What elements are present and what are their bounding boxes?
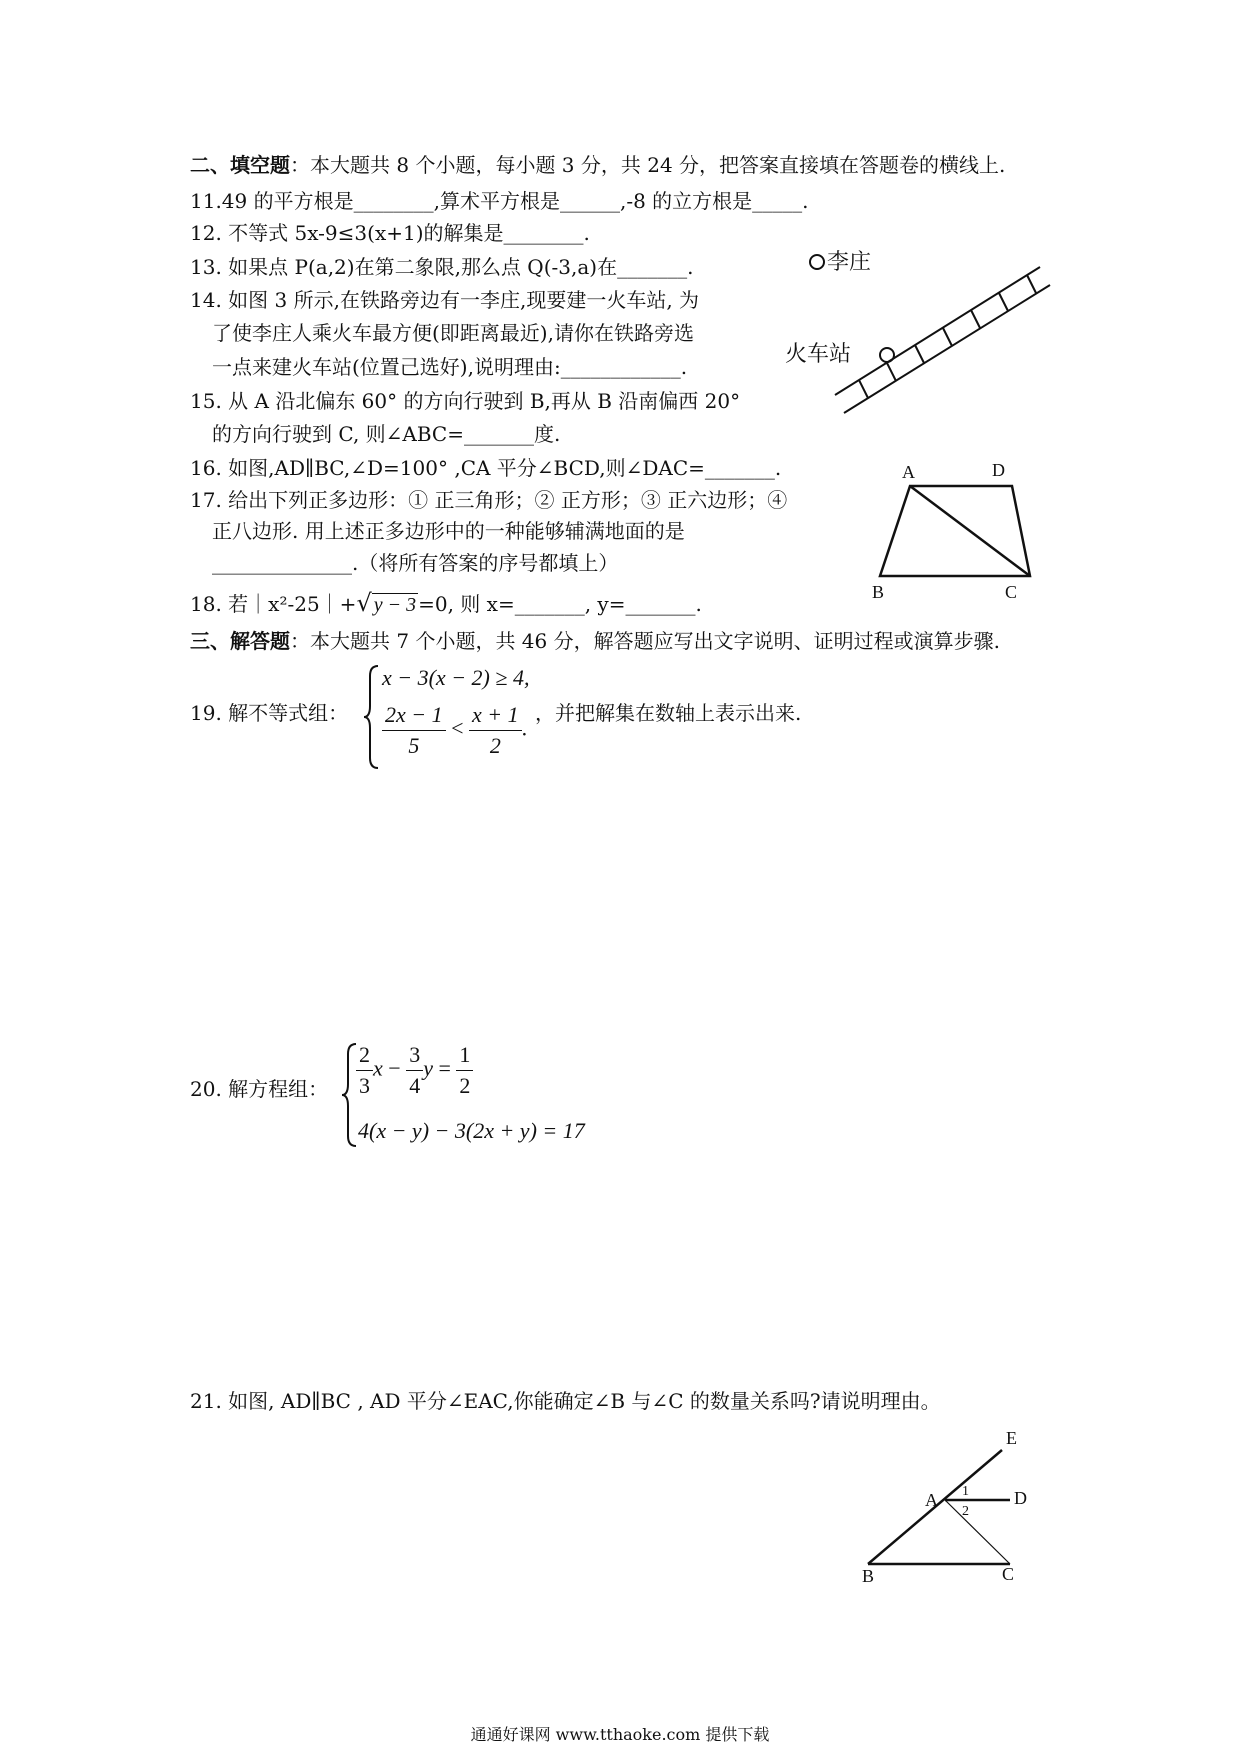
section2-desc: ：本大题共 8 个小题，每小题 3 分，共 24 分，把答案直接填在答题卷的横线上. xyxy=(290,153,1006,177)
trap-label-B: B xyxy=(872,582,885,602)
trap-label-A: A xyxy=(902,462,915,482)
question-14-line1: 14. 如图 3 所示,在铁路旁边有一李庄,现要建一火车站, 为 xyxy=(190,288,700,312)
q18-suffix: =0, 则 x=_______, y=_______. xyxy=(418,592,702,616)
question-11: 11.49 的平方根是________,算术平方根是______,-8 的立方根是_____. xyxy=(190,189,809,213)
question-14-line2: 了使李庄人乘火车最方便(即距离最近),请你在铁路旁选 xyxy=(212,321,694,345)
question-21: 21. 如图, AD∥BC , AD 平分∠EAC,你能确定∠B 与∠C 的数量关系吗?请说明理由。 xyxy=(190,1389,941,1413)
section2-heading xyxy=(190,152,1005,178)
question-16: 16. 如图,AD∥BC,∠D=100° ,CA 平分∠BCD,则∠DAC=_______. xyxy=(190,456,782,480)
question-14-line3: 一点来建火车站(位置己选好),说明理由:____________. xyxy=(212,355,688,379)
question-19-label: 19. 解不等式组： xyxy=(190,701,349,725)
section2-title: 二、填空题 xyxy=(190,153,290,177)
q20-frac-1-2: $\frac{1}{2}$ xyxy=(456,1040,473,1101)
q19-frac2: $\frac{x + 1}{2}$ xyxy=(469,700,522,761)
question-17-line3: ______________.（将所有答案的序号都填上） xyxy=(212,551,619,575)
q19-less-than: < xyxy=(451,715,464,741)
angle-label-2: 2 xyxy=(962,1504,969,1519)
q20-line1: $\frac{2}{3}$ x − $\frac{3}{4}$ y = $\frac{1}{2}$ xyxy=(356,1040,473,1101)
segment-AC xyxy=(945,1500,1010,1564)
diagonal-AC xyxy=(910,486,1030,576)
question-15-line2: 的方向行驶到 C, 则∠ABC=_______度. xyxy=(212,422,561,446)
trap-label-C: C xyxy=(1005,582,1018,602)
question-15-line1: 15. 从 A 沿北偏东 60° 的方向行驶到 B,再从 B 沿南偏西 20° xyxy=(190,389,741,413)
q19-line2: $\frac{2x - 1}{5}$ < $\frac{x + 1}{2}$ . xyxy=(382,700,527,761)
q19-frac1: $\frac{2x - 1}{5}$ xyxy=(382,700,446,761)
village-label: 李庄 xyxy=(827,250,872,275)
question-18 xyxy=(190,590,702,618)
q19-brace xyxy=(362,662,382,772)
question-17-line1: 17. 给出下列正多边形：① 正三角形；② 正方形；③ 正六边形；④ xyxy=(190,488,788,512)
question-17-line2: 正八边形. 用上述正多边形中的一种能够辅满地面的是 xyxy=(212,519,685,543)
trapezoid-ABCD xyxy=(880,486,1030,576)
section3-title: 三、解答题 xyxy=(190,629,290,653)
section3-heading xyxy=(190,628,1000,654)
question-12: 12. 不等式 5x-9≤3(x+1)的解集是________. xyxy=(190,221,590,245)
sqrt-symbol: √ xyxy=(356,589,372,617)
village-marker xyxy=(810,255,824,269)
q20-line2: 4(x − y) − 3(2x + y) = 17 xyxy=(358,1118,585,1143)
rail-line-upper xyxy=(835,267,1040,395)
angle-label-E: E xyxy=(1006,1428,1017,1448)
question-13: 13. 如果点 P(a,2)在第二象限,那么点 Q(-3,a)在_______. xyxy=(190,255,694,279)
q20-frac-3-4: $\frac{3}{4}$ xyxy=(406,1040,423,1101)
trapezoid-figure xyxy=(870,470,1050,590)
angle-label-D: D xyxy=(1014,1488,1027,1508)
station-label: 火车站 xyxy=(785,342,852,367)
question-20-label: 20. 解方程组： xyxy=(190,1077,329,1101)
angle-label-A: A xyxy=(925,1490,938,1510)
rail-line-lower xyxy=(844,285,1050,413)
angle-label-B: B xyxy=(862,1566,875,1586)
question-19-tail: ，并把解集在数轴上表示出来. xyxy=(535,701,802,725)
page-footer: 通通好课网 www.tthaoke.com 提供下载 xyxy=(470,1725,770,1744)
rail-ties xyxy=(859,275,1036,398)
q18-prefix: 18. 若｜x²-25｜+ xyxy=(190,592,357,616)
q18-radicand: y − 3 xyxy=(373,594,417,616)
trap-label-D: D xyxy=(992,460,1005,480)
q20-frac-2-3: $\frac{2}{3}$ xyxy=(356,1040,373,1101)
angle-label-1: 1 xyxy=(962,1484,969,1499)
section3-desc: ：本大题共 7 个小题，共 46 分，解答题应写出文字说明、证明过程或演算步骤. xyxy=(290,629,1000,653)
angle-label-C: C xyxy=(1002,1564,1015,1584)
q19-line1: x − 3(x − 2) ≥ 4, xyxy=(382,665,530,690)
